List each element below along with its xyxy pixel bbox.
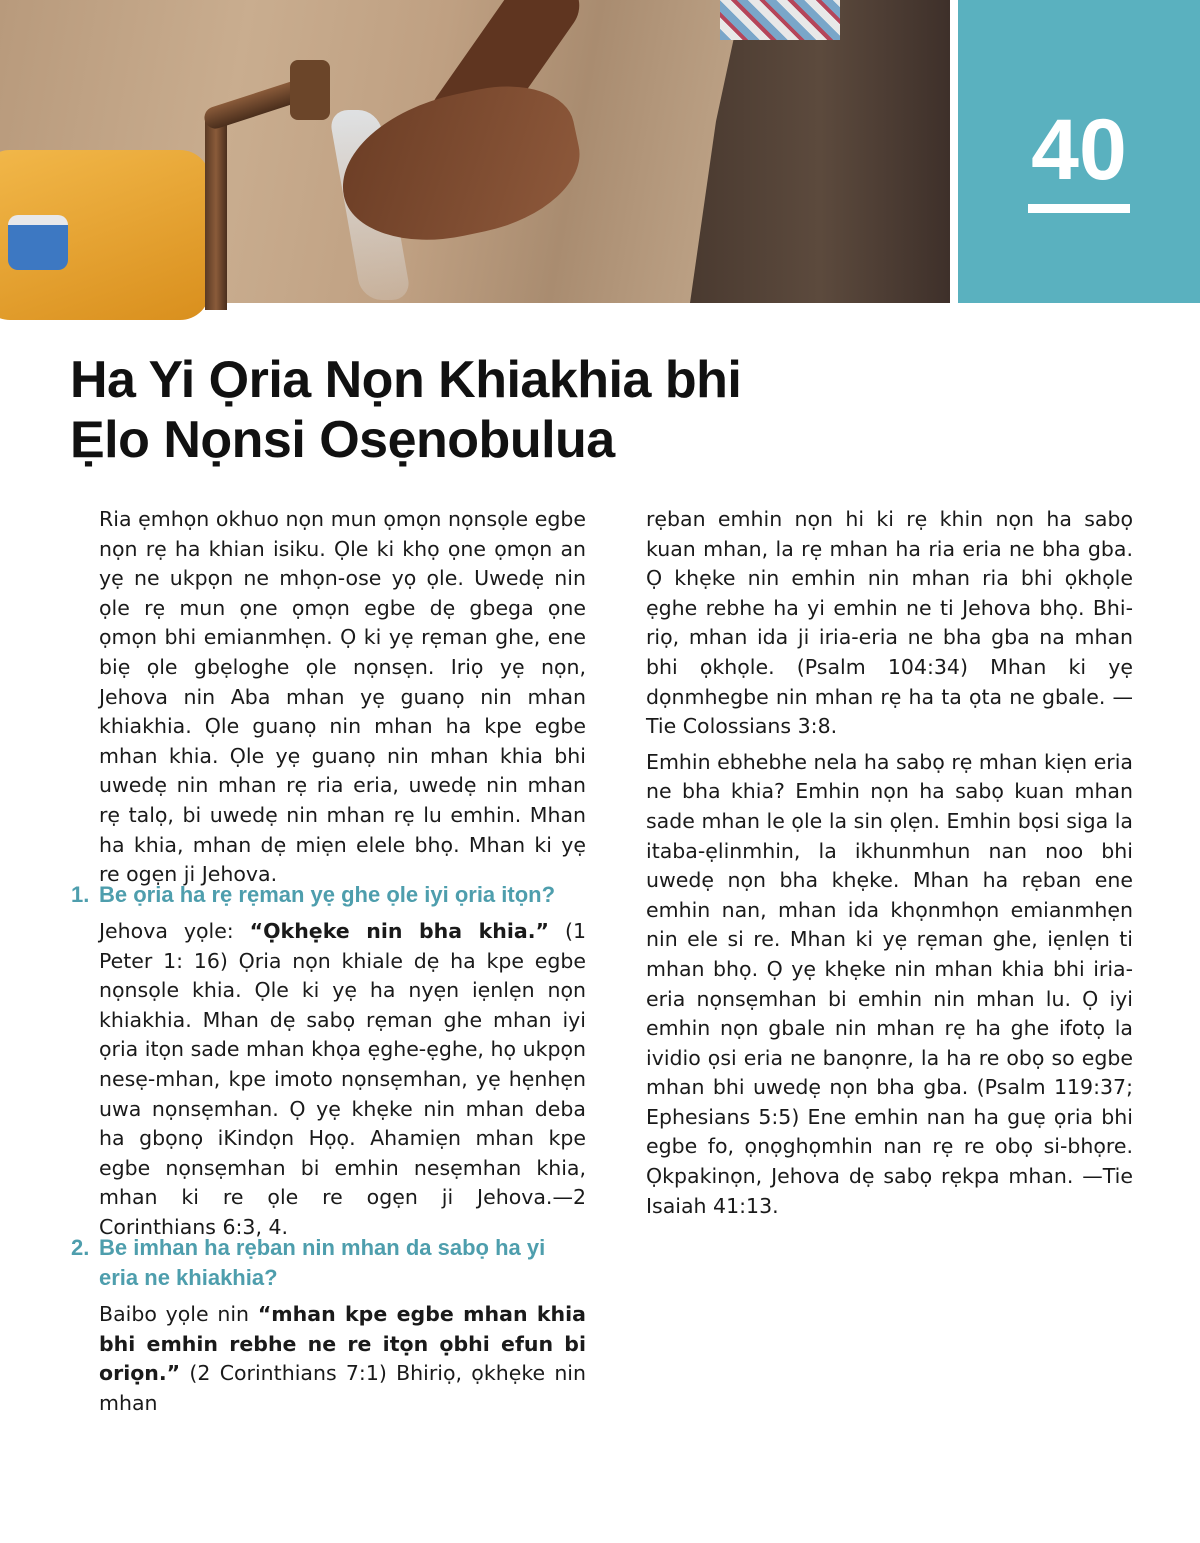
hero-photo-handwashing	[0, 0, 950, 303]
faucet	[290, 60, 330, 120]
lesson-number-badge	[958, 0, 1200, 303]
lesson-number-underline	[1028, 204, 1130, 213]
question-2-heading	[71, 1233, 591, 1292]
answer-2-paragraph-2: Emhin ebhebhe nela ha sabọ rẹ mhan kiẹn eria ne bha khia? Emhin nọn ha sabọ kuan mhan sade mhan le ọle la sin ọlẹn. Emhin bọsi siga la itaba-ẹlinmhin, la ikhunmhun nan noo bhi uwedẹ nọn bha khẹke. Mhan ha rẹban ene emhin nan, mhan ida khọnmhọn emianmhẹn nin ele si re. Mhan ki yẹ rẹman ghe, iẹnlẹn ti mhan bhọ. Ọ yẹ khẹke nin mhan khia bhi iria-eria nọnsẹmhan bi emhin nin mhan lu. Ọ iyi emhin nọn gbale nin mhan rẹ ha ghe ifotọ la ividio ọsi eria ne banọnre, la ha re obọ so egbe mhan bhi uwedẹ nọn bha gba. (Psalm 119:37; Ephesians 5:5) Ene emhin nan ha guẹ ọria bhi egbe fo, ọnọghọmhin nan rẹ re obọ si-bhọre. Ọkpakinọn, Jehova dẹ sabọ rẹkpa mhan. —Tie Isaiah 41:13.	[646, 749, 1133, 1218]
question-1-heading	[71, 880, 591, 910]
answer-2-paragraph	[99, 1300, 586, 1418]
answer-1-paragraph	[99, 917, 586, 1243]
plaid-shirt	[720, 0, 840, 40]
question-text: Be imhan ha rẹban nin mhan da sabọ ha yi eria ne khiakhia?	[99, 1235, 546, 1290]
answer-text: Jehova yọle:	[99, 919, 250, 943]
tap-pipe	[205, 120, 227, 310]
jug-cap	[8, 215, 68, 270]
answer-text: Baibo yọle nin	[99, 1302, 258, 1326]
answer-text: (1 Peter 1: 16) Ọria nọn khiale dẹ ha kpe egbe nọnsọle khia. Ọle ki yẹ ha nyẹn iẹnlẹn nọn khiakhia. Mhan dẹ sabọ rẹman ghe mhan iyi ọria itọn sade mhan khọa ẹghe-ẹghe, họ ukpọn nesẹ-mhan, kpe imoto nọnsẹmhan, yẹ hẹnhẹn uwa nọnsẹmhan. Ọ yẹ khẹke nin mhan deba ha gbọnọ iKindọn Họọ. Ahamiẹn mhan kpe egbe nọnsẹmhan bi emhin nesẹmhan khia, mhan ki re ọle re ogẹn ji Jehova.—2 Corinthians 6:3, 4.	[99, 919, 586, 1239]
scripture-quote: “mhan kpe egbe mhan khia bhi emhin rebhe ne re itọn ọbhi efun bi oriọn.”	[99, 1302, 587, 1386]
question-number: 1.	[71, 882, 90, 907]
answer-2-part-left	[99, 1300, 587, 1415]
title-line-2: Ẹlo Nọnsi Osẹnobulua	[70, 411, 615, 469]
answer-2-continued: rẹban emhin nọn hi ki rẹ khin nọn ha sabọ kuan mhan, la rẹ mhan ha ria eria ne bha gba. Ọ khẹke nin emhin nin mhan ria bhi ọkhọle ẹghe rebhe ha yi emhin ne ti Jehova bhọ. Bhi-riọ, mhan ida ji iria-eria ne bha gba na mhan bhi ọkhọle. (Psalm 104:34) Mhan ki yẹ dọnmhegbe nin mhan rẹ ha ta ọta ne gbale. —Tie Colossians 3:8.	[646, 507, 1133, 739]
question-text: Be ọria ha rẹ rẹman yẹ ghe ọle iyi ọria itọn?	[99, 882, 556, 907]
page-title	[70, 350, 741, 470]
lesson-number: 40	[1031, 102, 1127, 198]
answer-1	[99, 917, 586, 1249]
answer-text: (2 Corinthians 7:1) Bhiriọ, ọkhẹke nin mhan	[99, 1361, 586, 1415]
question-number: 2.	[71, 1235, 90, 1260]
intro-paragraph: Ria ẹmhọn okhuo nọn mun ọmọn nọnsọle egbe nọn rẹ ha khian isiku. Ọle ki khọ ọne ọmọn an yẹ ne ukpọn ne mhọn-ose yọ ọle. Uwedẹ nin ọle rẹ mun ọne ọmọn egbe dẹ gbega ọne ọmọn bhi emianmhẹn. Ọ ki yẹ rẹman ghe, ene biẹ ọle gbẹloghe ọle nọnsẹn. Iriọ yẹ nọn, Jehova nin Aba mhan yẹ guanọ nin mhan khiakhia. Ọle guanọ nin mhan ha kpe egbe mhan khia. Ọle yẹ guanọ nin mhan khia bhi uwedẹ nin mhan rẹ ria eria, uwedẹ nin mhan rẹ talọ, bi uwedẹ nin mhan rẹ lu emhin. Mhan ha khia, mhan dẹ miẹn elele bhọ. Mhan ki yẹ re ogẹn ji Jehova.	[99, 507, 586, 887]
right-column	[646, 505, 1133, 1227]
title-line-1: Ha Yi Ọria Nọn Khiakhia bhi	[70, 351, 742, 409]
left-column	[99, 505, 586, 896]
scripture-quote: “Ọkhẹke nin bha khia.”	[249, 919, 550, 943]
person-legs	[690, 0, 950, 303]
